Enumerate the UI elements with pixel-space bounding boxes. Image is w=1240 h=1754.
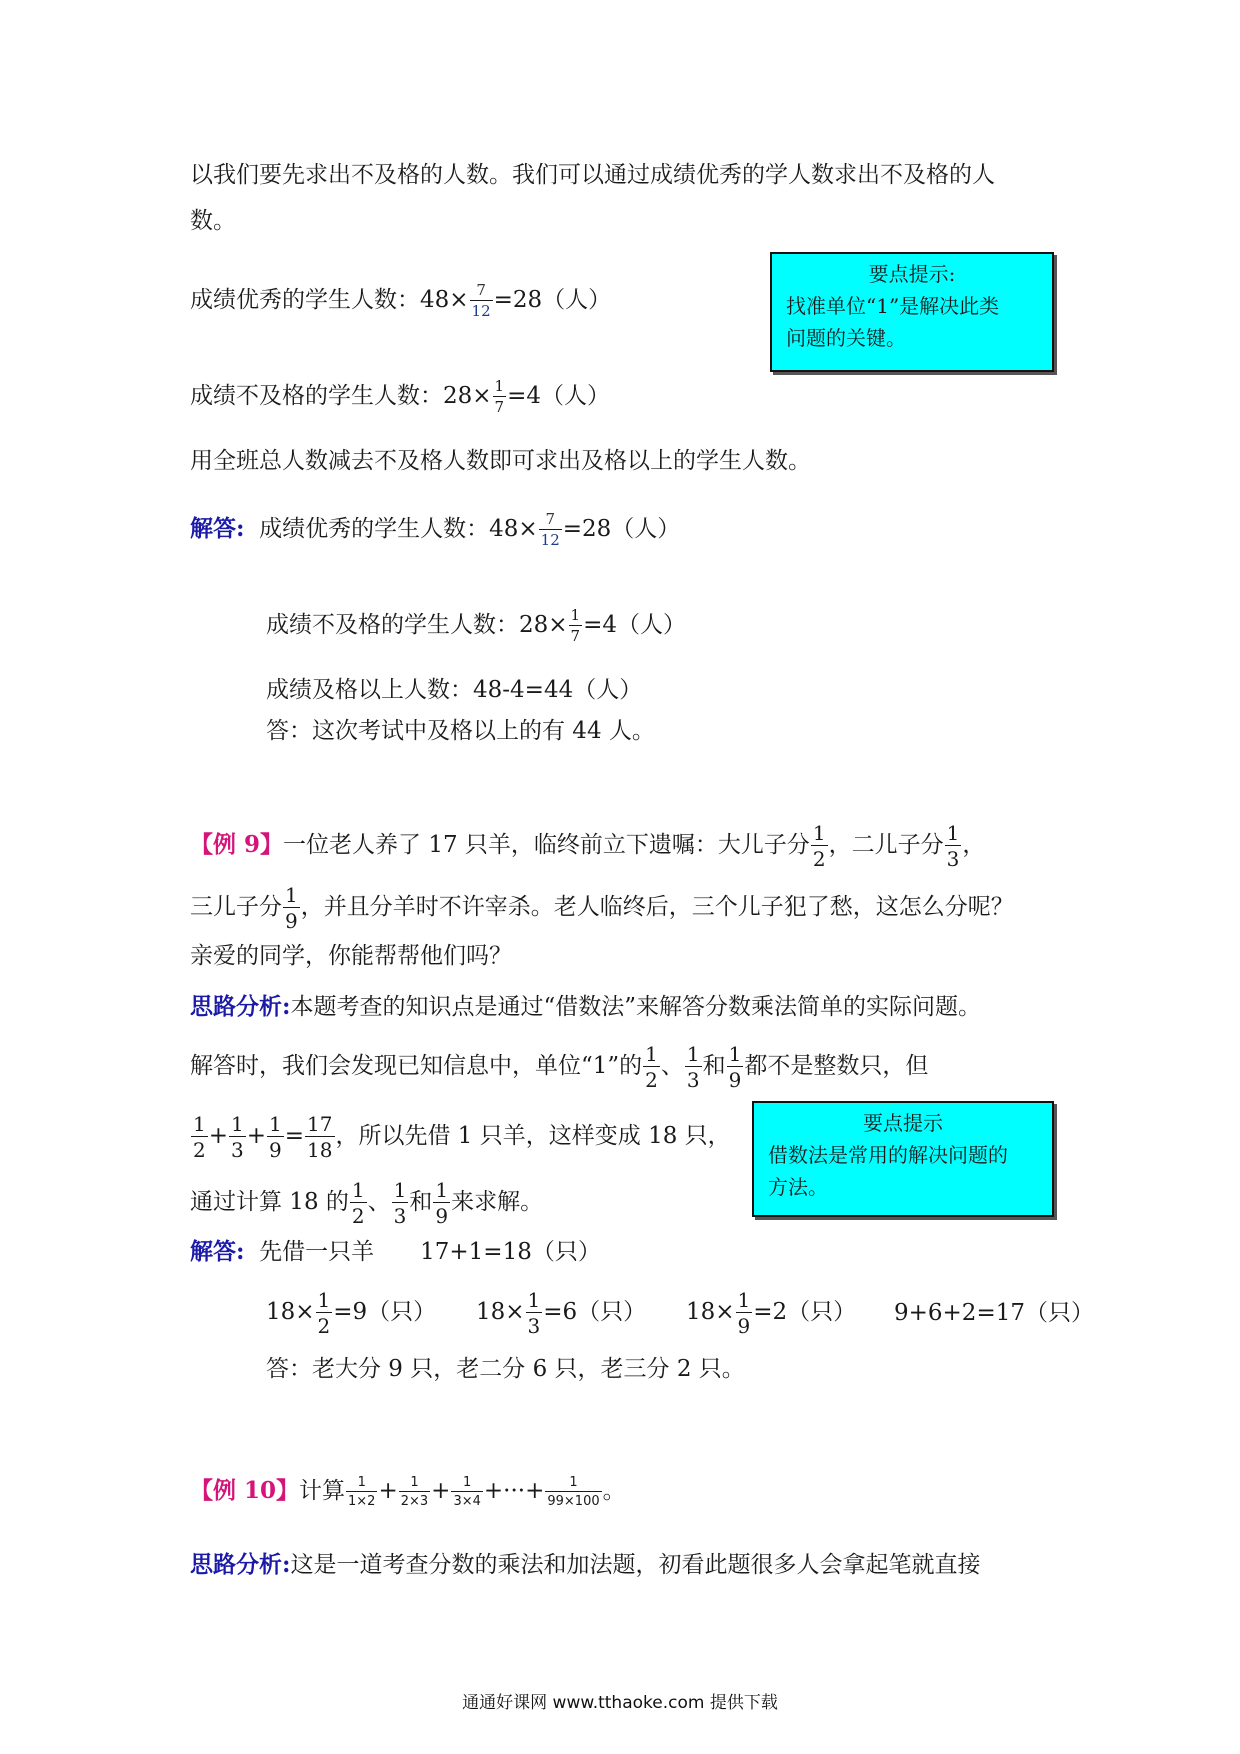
fraction: $\frac{1}{2}$ [193,1112,206,1162]
text: 先借一只羊 17+1=18（只） [259,1239,601,1265]
text: 和 [702,1053,726,1079]
formula-line [190,283,611,319]
text: 来求解。 [451,1189,544,1215]
analysis-line [190,1550,981,1580]
fraction: $\frac{1}{3}$ [393,1178,407,1228]
example-line [190,885,1014,931]
fraction: $\frac{7}{12}$ [540,510,560,549]
text: =9（只） [333,1299,437,1325]
fraction: $\frac{1}{3}$ [946,821,960,871]
text: =4（人） [507,383,610,409]
tip-text: 找准单位“1”是解决此类 [786,294,1000,318]
analysis-line [190,1180,543,1226]
fraction: $\frac{1}{99\times 100}$ [547,1475,600,1509]
text: + [246,1123,267,1149]
solution-label: 解答: [190,515,245,542]
fraction: $\frac{1}{7}$ [570,606,581,645]
text: 、 [367,1189,391,1215]
formula-line [190,379,610,415]
text: +···+ [483,1478,545,1504]
text: + [378,1478,398,1504]
analysis-line [190,992,981,1022]
text: ，二儿子分 [828,832,944,858]
fraction: $\frac{1}{3}$ [686,1042,700,1092]
text: =4（人） [583,612,686,638]
text: 、 [660,1053,684,1079]
text: 18× [686,1299,735,1325]
text: =6（只） [543,1299,647,1325]
text: 18× [476,1299,525,1325]
fraction: $\frac{1}{1\times 2}$ [348,1475,376,1509]
fraction: $\frac{1}{3\times 4}$ [453,1475,481,1509]
example-label: 【例 10】 [190,1477,300,1504]
tip-box [752,1101,1054,1217]
text: 三儿子分 [190,894,282,920]
text-line: 以我们要先求出不及格的人数。我们可以通过成绩优秀的学人数求出不及格的人 [190,162,995,188]
text: 解答时，我们会发现已知信息中，单位“1”的 [190,1053,643,1079]
fraction: $\frac{1}{2}$ [351,1178,365,1228]
fraction: $\frac{1}{9}$ [269,1112,282,1162]
analysis-label: 思路分析: [190,1551,291,1578]
text: 一位老人养了 17 只羊，临终前立下遗嘱：大儿子分 [283,832,810,858]
fraction: $\frac{1}{9}$ [285,883,298,933]
example-line [190,823,985,869]
fraction: $\frac{1}{9}$ [737,1288,751,1338]
fraction: $\frac{1}{9}$ [728,1042,742,1092]
tip-text: 问题的关键。 [786,326,906,350]
text: ， [962,832,986,858]
text: 18× [266,1299,315,1325]
text: =28（人） [562,516,681,542]
fraction: $\frac{1}{3}$ [231,1112,244,1162]
solution-label: 解答: [190,1238,245,1265]
tip-box [770,252,1054,372]
fraction: $\frac{1}{2}$ [317,1288,331,1338]
example-line [190,1476,626,1508]
fraction: $\frac{1}{3}$ [527,1288,541,1338]
solution-line [190,1237,601,1267]
page-footer: 通通好课网 www.tthaoke.com 提供下载 [462,1693,778,1713]
example-label: 【例 9】 [190,831,284,858]
text: 成绩不及格的学生人数：28× [266,612,568,638]
analysis-label: 思路分析: [190,993,291,1020]
text: 都不是整数只，但 [744,1053,929,1079]
example-line: 亲爱的同学，你能帮帮他们吗？ [190,943,512,969]
text: + [208,1123,229,1149]
tip-text: 借数法是常用的解决问题的 [768,1143,1008,1167]
analysis-line [190,1114,731,1160]
analysis-line [190,1044,928,1090]
solution-line [686,1290,856,1336]
solution-line: 9+6+2=17（只） [894,1300,1094,1326]
text: 成绩优秀的学生人数：48× [190,287,469,313]
text: 本题考查的知识点是通过“借数法”来解答分数乘法简单的实际问题。 [290,994,982,1020]
text: 。 [602,1478,626,1504]
tip-text: 方法。 [768,1175,828,1199]
text: =28（人） [493,287,612,313]
fraction: $\frac{7}{12}$ [471,281,491,320]
fraction: $\frac{1}{9}$ [435,1178,449,1228]
text: 通过计算 18 的 [190,1189,349,1215]
solution-line [266,608,686,644]
solution-line [190,512,680,548]
text: ，并且分羊时不许宰杀。老人临终后，三个儿子犯了愁，这怎么分呢？ [300,894,1014,920]
fraction: $\frac{17}{18}$ [307,1112,333,1162]
text: =2（只） [753,1299,857,1325]
text: 计算 [299,1478,346,1504]
answer-line: 答：这次考试中及格以上的有 44 人。 [266,718,655,744]
text: 这是一道考查分数的乘法和加法题，初看此题很多人会拿起笔就直接 [290,1552,981,1578]
fraction: $\frac{1}{7}$ [494,377,505,416]
text: 和 [409,1189,433,1215]
text-line: 数。 [190,208,236,234]
solution-line [266,1290,436,1336]
tip-title: 要点提示: [868,262,956,286]
text: = [284,1123,305,1149]
text: + [431,1478,451,1504]
text-line: 用全班总人数减去不及格人数即可求出及格以上的学生人数。 [190,448,811,474]
solution-line [476,1290,646,1336]
answer-line: 答：老大分 9 只，老二分 6 只，老三分 2 只。 [266,1356,745,1382]
text: ，所以先借 1 只羊，这样变成 18 只， [335,1123,731,1149]
fraction: $\frac{1}{2\times 3}$ [400,1475,429,1509]
fraction: $\frac{1}{2}$ [645,1042,658,1092]
text: 成绩不及格的学生人数：28× [190,383,492,409]
tip-title: 要点提示 [863,1111,943,1135]
text: 成绩优秀的学生人数：48× [259,516,538,542]
fraction: $\frac{1}{2}$ [812,821,826,871]
solution-line: 成绩及格以上人数：48-4=44（人） [266,677,643,703]
